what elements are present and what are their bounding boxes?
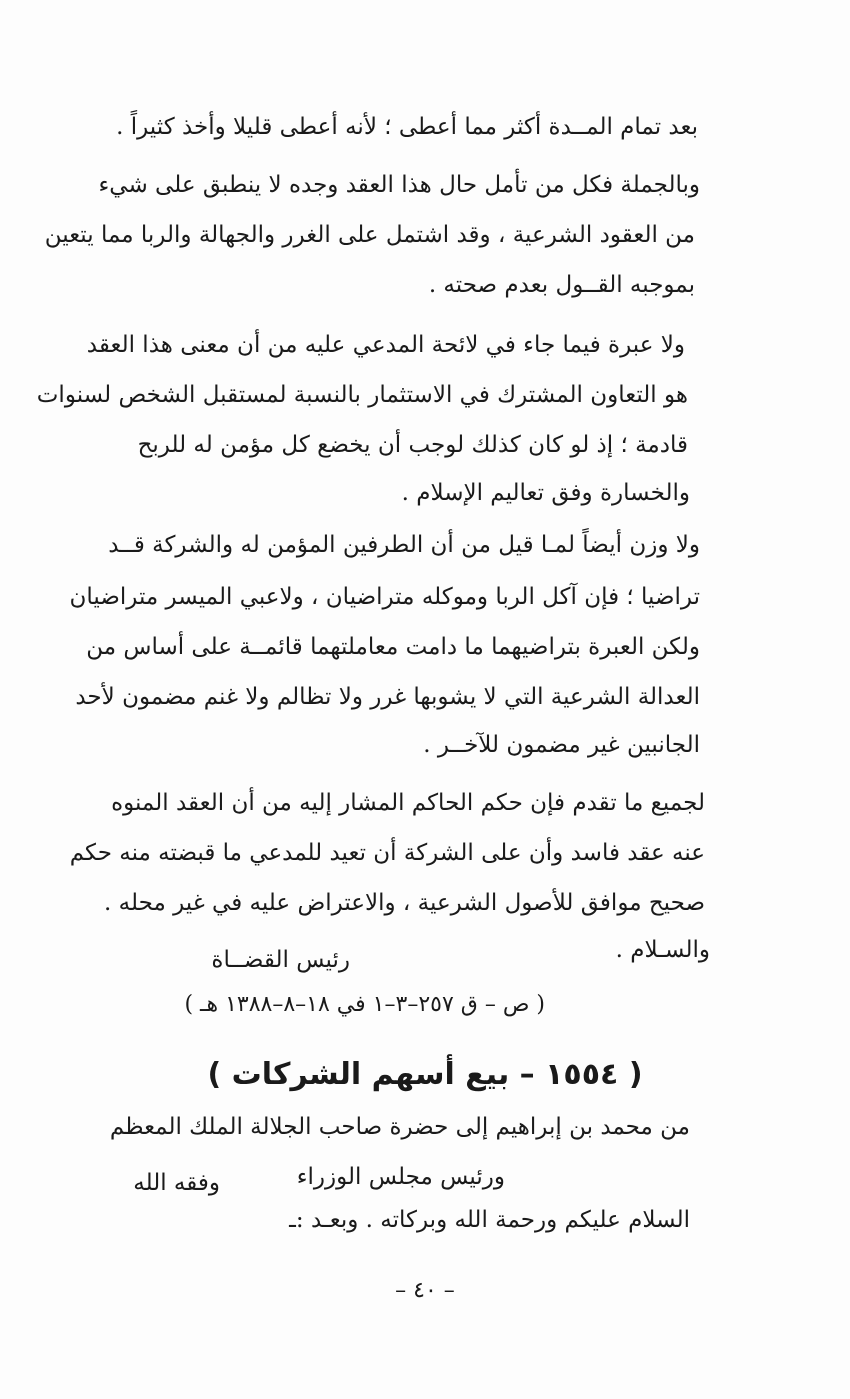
letter-from-line: من محمد بن إبراهيم إلى حضرة صاحب الجلالة الملك المعظم [109, 1114, 690, 1140]
text-line: العدالة الشرعية التي لا يشوبها غرر ولا تظالم ولا غنم مضمون لأحد [75, 684, 700, 710]
text-line: عنه عقد فاسد وأن على الشركة أن تعيد للمدعي ما قبضته منه حكم [69, 840, 705, 866]
text-line: ولا عبرة فيما جاء في لائحة المدعي عليه من أن معنى هذا العقد [86, 332, 685, 358]
reference-citation: ( ص – ق ٢٥٧–٣–١ في ١٨–٨–١٣٨٨ هـ ) [184, 992, 545, 1017]
letter-blessing: وفقه الله [133, 1170, 220, 1196]
text-line: ولكن العبرة بتراضيهما ما دامت معاملتهما قائمــة على أساس من [86, 634, 700, 660]
page-number: – ٤٠ – [395, 1278, 455, 1303]
text-line: وبالجملة فكل من تأمل حال هذا العقد وجده لا ينطبق على شيء [98, 172, 700, 198]
text-line: الجانبين غير مضمون للآخــر . [423, 732, 700, 758]
text-line: ولا وزن أيضاً لمـا قيل من أن الطرفين المؤمن له والشركة قــد [108, 532, 700, 558]
signature: رئيس القضــاة [211, 947, 350, 973]
letter-greeting: السلام عليكم ورحمة الله وبركاته . وبعـد :ـ [289, 1207, 690, 1233]
letter-title-line: ورئيس مجلس الوزراء [296, 1164, 505, 1190]
text-line: تراضيا ؛ فإن آكل الربا وموكله متراضيان ، ولاعبي الميسر متراضيان [69, 584, 700, 610]
text-line: هو التعاون المشترك في الاستثمار بالنسبة لمستقبل الشخص لسنوات [36, 382, 688, 408]
text-line: والخسارة وفق تعاليم الإسلام . [401, 480, 690, 506]
section-heading: ( ١٥٥٤ – بيع أسهم الشركات ) [207, 1057, 643, 1092]
text-line: بموجبه القــول بعدم صحته . [428, 272, 695, 298]
text-line: قادمة ؛ إذ لو كان كذلك لوجب أن يخضع كل مؤمن له للربح [137, 432, 688, 458]
text-line: صحيح موافق للأصول الشرعية ، والاعتراض عليه في غير محله . [104, 890, 705, 916]
text-line: والسـلام . [615, 937, 710, 963]
text-line: من العقود الشرعية ، وقد اشتمل على الغرر والجهالة والربا مما يتعين [44, 222, 695, 248]
text-line: لجميع ما تقدم فإن حكم الحاكم المشار إليه من أن العقد المنوه [111, 790, 705, 816]
text-line: بعد تمام المــدة أكثر مما أعطى ؛ لأنه أعطى قليلا وأخذ كثيراً . [116, 114, 698, 140]
